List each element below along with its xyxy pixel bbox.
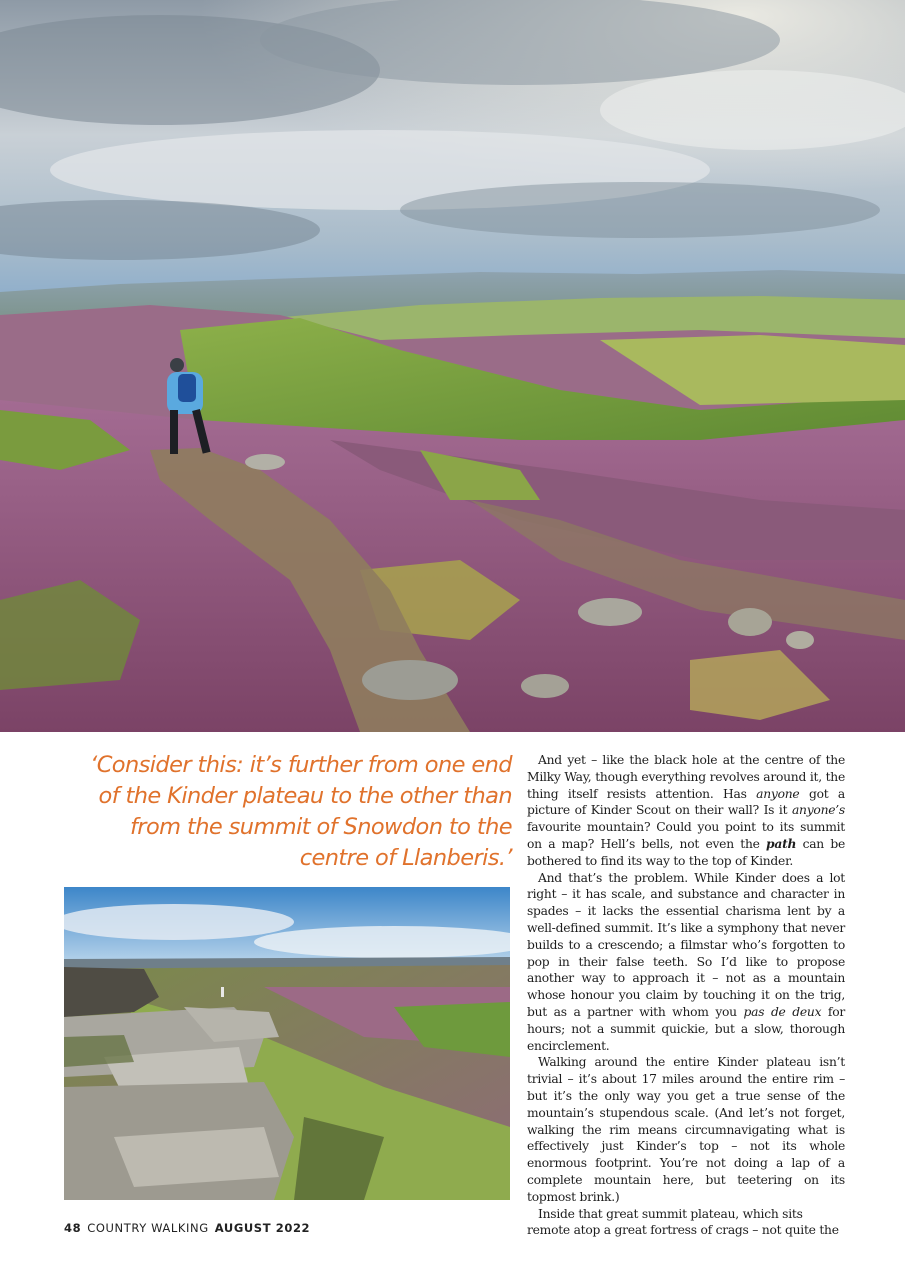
article-body [527,752,845,1239]
magazine-name: COUNTRY WALKING [87,1221,209,1235]
pull-quote: ‘Consider this: it’s further from one end of the Kinder plateau to the other than from the summit of Snowdon to the centre of Llanberis.’ [90,752,512,871]
distant-walker [221,987,224,997]
paragraph-3: Walking around the entire Kinder plateau isn’t trivial – it’s about 17 miles around the entire rim – but it’s the only way you get a true sense of the mountain’s stupendous scale. (And let’s not forget, walking the rim means circumnavigating what is effectively just Kinder’s top – not its whole enormous footprint. You’re not doing a lap of a complete mountain here, but teetering on its topmost brink.) [527,1055,845,1204]
paragraph-4: Inside that great summit plateau, which sits remote atop a great fortress of crags – not quite the [527,1206,839,1238]
page-number: 48 [64,1221,82,1235]
paragraph-2: And that’s the problem. While Kinder does a lot right – it has scale, and substance and character in spades – it lacks the essential charisma lent by a well-defined summit. It’s like a symphony that never builds to a crescendo; a filmstar who’s forgotten to pop in their false teeth. So I’d like to propose another way to approach it – not as a mountain whose honour you claim by touching it on the trig, but as a partner with whom you pas de deux for hours; not a summit quickie, but a slow, thorough encirclement. [527,870,845,1053]
inset-photo [64,887,510,1200]
paragraph-1: And yet – like the black hole at the centre of the Milky Way, though everything revolves around it, the thing itself resists attention. Has anyone got a picture of Kinder Scout on their wall? Is it anyone’s favourite mountain? Could you point to its summit on a map? Hell’s bells, not even the path can be bothered to find its way to the top of Kinder. [527,753,846,868]
issue-date: AUGUST 2022 [214,1221,311,1235]
inset-photo-illustration [64,887,510,1200]
page-footer [64,1221,310,1235]
